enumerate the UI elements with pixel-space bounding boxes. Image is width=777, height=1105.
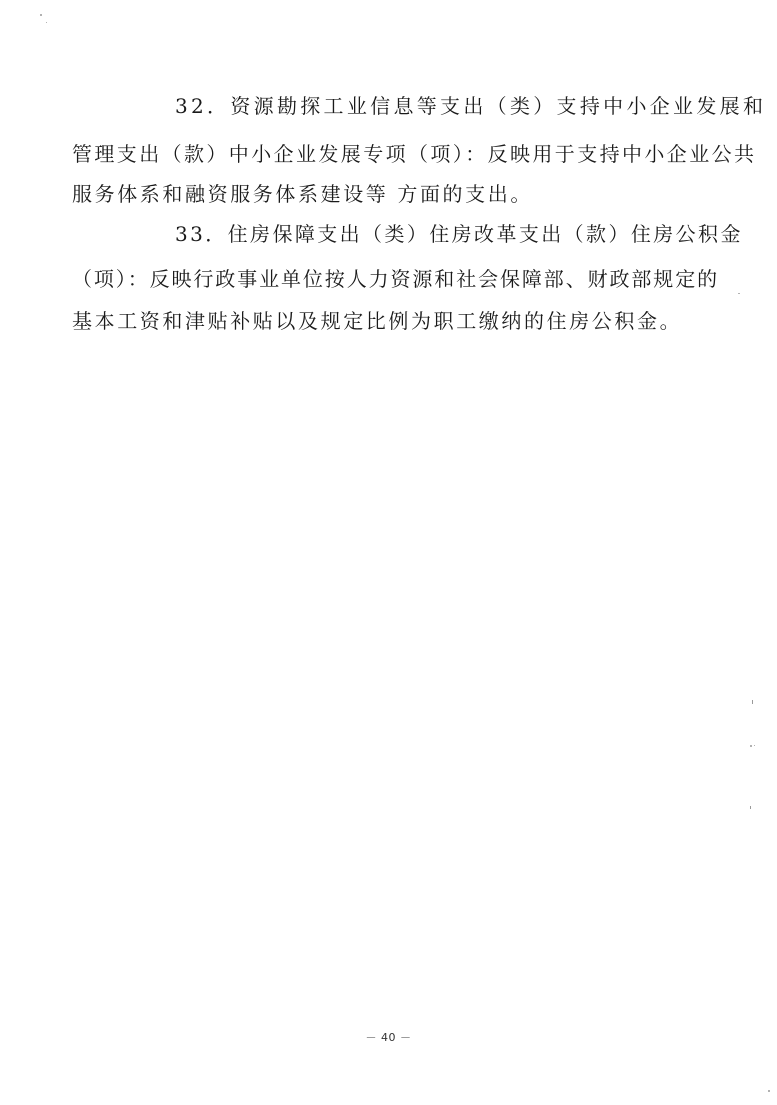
scan-speck [750,745,752,747]
scan-speck [40,14,42,16]
scan-speck [738,293,740,294]
paragraph-33-line-1: 33．住房保障支出（类）住房改革支出（款）住房公积金 [175,222,743,246]
paragraph-32-line-2: 管理支出（款）中小企业发展专项（项）：反映用于支持中小企业公共 [72,142,757,166]
scan-speck [754,745,755,746]
scan-speck [768,1090,770,1092]
paragraph-33-line-2: （项）：反映行政事业单位按人力资源和社会保障部、财政部规定的 [72,267,719,291]
page-number: － 40 － [365,1031,412,1044]
scan-speck [750,806,751,809]
paragraph-32-line-1: 32．资源勘探工业信息等支出（类）支持中小企业发展和 [175,94,767,118]
paragraph-33-line-3: 基本工资和津贴补贴以及规定比例为职工缴纳的住房公积金。 [72,309,683,333]
paragraph-32-line-3: 服务体系和融资服务体系建设等 方面的支出。 [72,182,533,206]
scan-speck [46,22,47,23]
scan-speck [752,700,753,704]
